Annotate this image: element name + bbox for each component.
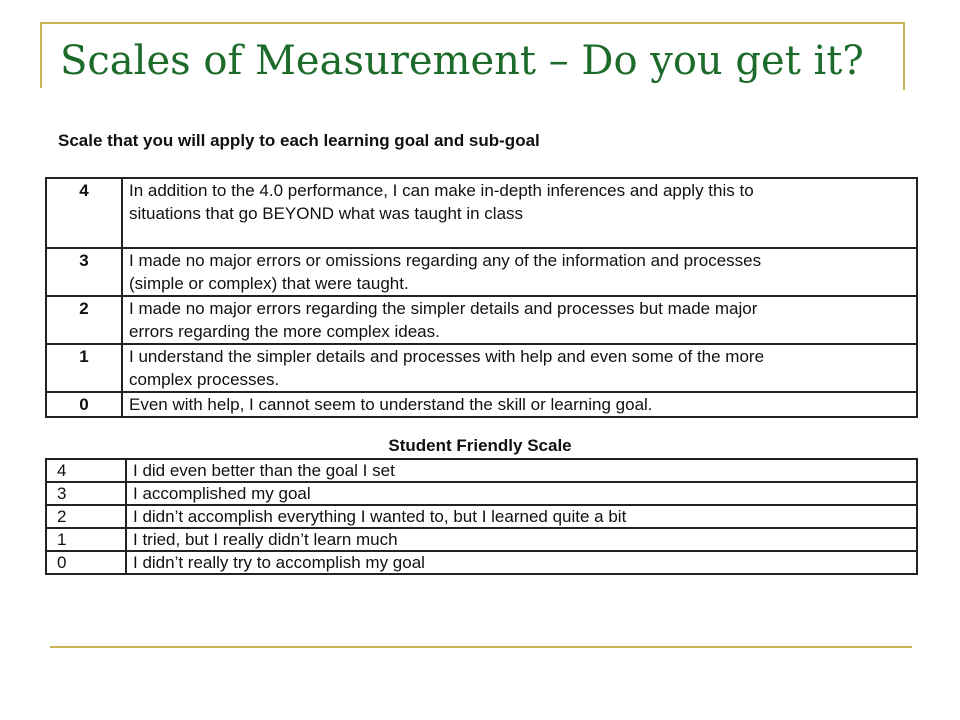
description-line: situations that go BEYOND what was taught in class <box>129 204 524 223</box>
bottom-rule <box>50 646 912 648</box>
description-cell: I didn’t really try to accomplish my goal <box>126 551 917 574</box>
student-friendly-table <box>45 458 918 575</box>
table-row <box>46 505 917 528</box>
score-cell: 2 <box>46 296 122 344</box>
table-row <box>46 482 917 505</box>
description-cell: I did even better than the goal I set <box>126 459 917 482</box>
scale-table-caption: Scale that you will apply to each learning goal and sub-goal <box>58 131 540 150</box>
score-cell: 2 <box>46 505 126 528</box>
description-line: I understand the simpler details and processes with help and even some of the more <box>129 347 765 366</box>
right-rule <box>903 22 905 90</box>
description-cell <box>122 248 917 296</box>
score-cell: 0 <box>46 392 122 417</box>
description-cell <box>122 344 917 392</box>
description-line: errors regarding the more complex ideas. <box>129 322 440 341</box>
table-row <box>46 459 917 482</box>
student-table-caption: Student Friendly Scale <box>388 436 572 455</box>
description-cell: I didn’t accomplish everything I wanted to, but I learned quite a bit <box>126 505 917 528</box>
table-row <box>46 344 917 392</box>
slide-title: Scales of Measurement – Do you get it? <box>60 38 864 84</box>
table-row <box>46 528 917 551</box>
score-cell: 3 <box>46 482 126 505</box>
description-cell: I accomplished my goal <box>126 482 917 505</box>
description-cell: I tried, but I really didn’t learn much <box>126 528 917 551</box>
left-rule <box>40 22 42 88</box>
table-row <box>46 551 917 574</box>
description-line: I made no major errors regarding the simpler details and processes but made major <box>129 299 758 318</box>
description-cell <box>122 392 917 417</box>
score-cell: 3 <box>46 248 122 296</box>
description-line: I made no major errors or omissions regarding any of the information and processes <box>129 251 762 270</box>
score-cell: 0 <box>46 551 126 574</box>
table-row <box>46 178 917 248</box>
score-cell: 1 <box>46 344 122 392</box>
description-cell <box>122 178 917 248</box>
top-rule <box>40 22 905 24</box>
score-cell: 4 <box>46 459 126 482</box>
description-line: Even with help, I cannot seem to understand the skill or learning goal. <box>129 395 653 414</box>
description-line: In addition to the 4.0 performance, I can make in-depth inferences and apply this to <box>129 181 754 200</box>
table-row <box>46 392 917 417</box>
score-cell: 1 <box>46 528 126 551</box>
scale-table <box>45 177 918 418</box>
score-cell: 4 <box>46 178 122 248</box>
description-cell <box>122 296 917 344</box>
description-line: complex processes. <box>129 370 280 389</box>
table-row <box>46 248 917 296</box>
table-row <box>46 296 917 344</box>
description-line: (simple or complex) that were taught. <box>129 274 409 293</box>
